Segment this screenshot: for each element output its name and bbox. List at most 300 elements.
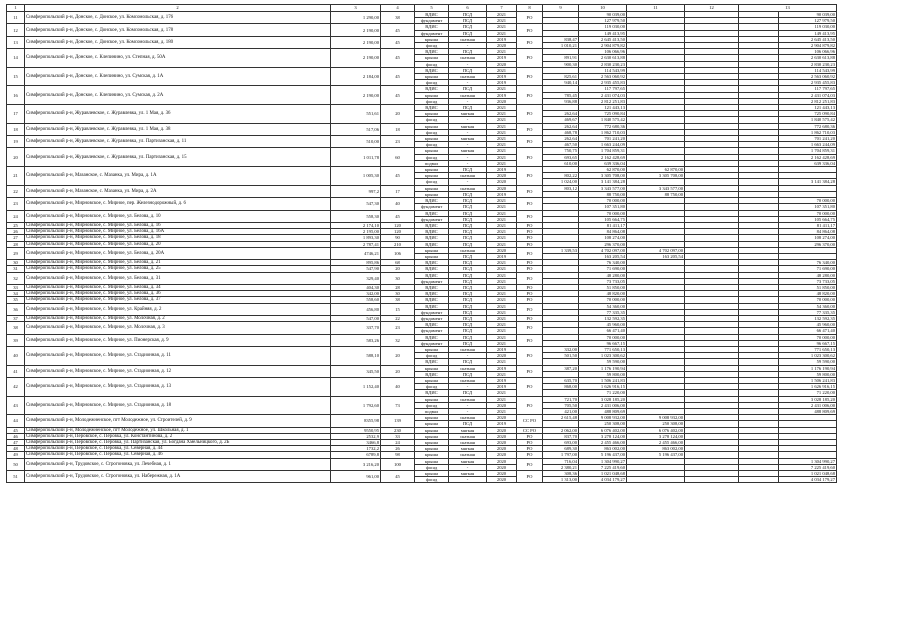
fund-total: 771 650,13 <box>779 346 837 352</box>
work-type: ВДИС <box>415 12 449 18</box>
row-residents: 24 <box>381 440 415 446</box>
row-program: РО <box>517 185 543 197</box>
row-area: 4746,21 <box>331 247 381 259</box>
work-type: ВДИС <box>415 260 449 266</box>
work-cost: 3 343 577,00 <box>579 185 627 191</box>
row-area: 547,30 <box>331 198 381 210</box>
work-cost: 70 000,00 <box>579 198 627 204</box>
work-volume: 467,50 <box>543 142 579 148</box>
work-year: 2021 <box>487 117 517 123</box>
work-kind: мягкая <box>449 111 487 117</box>
row-address: Симферопольский р-н, Мирновское, с. Мирное, ул. Стадионная, д. 11 <box>25 346 331 365</box>
fund-total: 1 021 048,68 <box>779 471 837 477</box>
work-kind: ПСД <box>449 24 487 30</box>
fund-total: 51 850,00 <box>779 284 837 290</box>
work-cost: 2 563 060,92 <box>579 74 627 80</box>
fund-total: 70 000,00 <box>779 210 837 216</box>
work-kind: - <box>449 409 487 415</box>
work-kind: скатная <box>449 247 487 253</box>
work-cost: 59 800,00 <box>579 371 627 377</box>
row-number: 32 <box>7 272 25 284</box>
fund-regional: 62 870,00 <box>627 167 685 173</box>
row-residents: 100 <box>381 458 415 470</box>
row-number: 50 <box>7 458 25 470</box>
work-year: 2021 <box>487 67 517 73</box>
work-kind: - <box>449 117 487 123</box>
work-year: 2020 <box>487 477 517 483</box>
work-type: крыша <box>415 458 449 464</box>
fund-total: 121 443,13 <box>779 105 837 111</box>
row-residents: 20 <box>381 105 415 124</box>
work-kind: - <box>449 61 487 67</box>
fund-total: 3 028 185,20 <box>779 396 837 402</box>
work-kind: ПСД <box>449 309 487 315</box>
work-kind: скатная <box>449 415 487 421</box>
work-volume: 468,78 <box>543 129 579 135</box>
row-area: 6789,8 <box>331 452 381 458</box>
work-kind: - <box>449 353 487 359</box>
work-volume: 936,88 <box>543 98 579 104</box>
work-type: ВДИС <box>415 359 449 365</box>
work-year: 2019 <box>487 36 517 42</box>
fund-total: 114 543,99 <box>779 67 837 73</box>
work-type: крыша <box>415 346 449 352</box>
work-type: крыша <box>415 427 449 433</box>
row-residents: 15 <box>381 303 415 315</box>
row-area: 337,70 <box>331 322 381 334</box>
fund-total: 1 663 244,09 <box>779 142 837 148</box>
row-residents: 18 <box>381 123 415 135</box>
work-volume: 421,00 <box>543 409 579 415</box>
row-program: РО <box>517 86 543 105</box>
work-year: 2021 <box>487 142 517 148</box>
row-number: 35 <box>7 297 25 303</box>
fund-total: 1 304 990,27 <box>779 458 837 464</box>
fund-total: 73 733,05 <box>779 278 837 284</box>
work-cost: 701 241,20 <box>579 136 627 142</box>
work-kind: ПСД <box>449 266 487 272</box>
row-program: РО <box>517 471 543 483</box>
work-year: 2021 <box>487 359 517 365</box>
work-year: 2020 <box>487 471 517 477</box>
header-cell: 3 <box>331 5 381 12</box>
work-cost: 488 809,69 <box>579 409 627 415</box>
work-kind: - <box>449 402 487 408</box>
row-residents: 45 <box>381 471 415 483</box>
row-residents: 20 <box>381 266 415 272</box>
work-year: 2021 <box>487 30 517 36</box>
fund-total: 66 471,40 <box>779 328 837 334</box>
fund-total: 59 800,00 <box>779 371 837 377</box>
work-kind: ПСД <box>449 334 487 340</box>
row-program: РО <box>517 148 543 167</box>
work-cost: 149 413,95 <box>579 30 627 36</box>
work-year: 2019 <box>487 365 517 371</box>
work-type: крыша <box>415 191 449 197</box>
work-cost: 2 645 413,50 <box>579 36 627 42</box>
work-kind: ПСД <box>449 297 487 303</box>
work-type: ВДИС <box>415 284 449 290</box>
work-type: фасад <box>415 61 449 67</box>
row-number: 27 <box>7 235 25 241</box>
row-residents: 45 <box>381 36 415 48</box>
work-cost: 5 196 437,00 <box>579 452 627 458</box>
work-kind: скатная <box>449 365 487 371</box>
row-number: 36 <box>7 303 25 315</box>
work-year: 2019 <box>487 80 517 86</box>
fund-regional: 88 750,00 <box>627 191 685 197</box>
work-type: крыша <box>415 55 449 61</box>
work-year: 2020 <box>487 43 517 49</box>
fund-regional: 163 205,54 <box>627 253 685 259</box>
work-type: фасад <box>415 129 449 135</box>
work-cost: 70 000,00 <box>579 334 627 340</box>
work-year: 2021 <box>487 235 517 241</box>
work-year: 2021 <box>487 272 517 278</box>
row-area: 547,90 <box>331 266 381 272</box>
work-volume: 940,14 <box>543 80 579 86</box>
work-kind: - <box>449 477 487 483</box>
work-year: 2019 <box>487 167 517 173</box>
row-number: 42 <box>7 377 25 396</box>
row-area: 2 184,00 <box>331 67 381 86</box>
row-program: СС РО <box>517 415 543 427</box>
work-type: крыша <box>415 136 449 142</box>
work-type: ВДИС <box>415 86 449 92</box>
work-cost: 1 704 859,31 <box>579 148 627 154</box>
row-program: РО <box>517 458 543 470</box>
header-cell: 1 <box>7 5 25 12</box>
work-cost: 2 162 428,69 <box>579 154 627 160</box>
work-kind: мягкая <box>449 148 487 154</box>
fund-total: 132 592,35 <box>779 315 837 321</box>
work-type: ВДИС <box>415 390 449 396</box>
row-area: 2 787,41 <box>331 241 381 247</box>
work-kind: мягкая <box>449 446 487 452</box>
row-address: Симферопольский р-н, Мазанское, с. Мазанка, ул. Мира, д. 2А <box>25 185 331 197</box>
row-area: 1 893,30 <box>331 235 381 241</box>
row-program: РО <box>517 12 543 24</box>
work-kind: мягкая <box>449 458 487 464</box>
work-cost: 2 431 006,00 <box>579 402 627 408</box>
work-cost: 3 141 384,28 <box>579 179 627 185</box>
work-type: ВДИС <box>415 24 449 30</box>
fund-total: 2 630 613,88 <box>779 55 837 61</box>
row-area: 2 190,00 <box>331 24 381 36</box>
work-type: ВДИС <box>415 229 449 235</box>
work-cost: 9 008 932,00 <box>579 415 627 421</box>
row-address: Симферопольский р-н, Мирновское, с. Мирное, ул. Молочная, д. 2 <box>25 315 331 321</box>
row-address: Симферопольский р-н, Перовское, с. Перовка, ул. Северная, д. 44 <box>25 446 331 452</box>
fund-total: 2 645 413,50 <box>779 36 837 42</box>
row-number: 34 <box>7 291 25 297</box>
work-type: ВДИС <box>415 222 449 228</box>
work-kind: скатная <box>449 92 487 98</box>
work-kind: ПСД <box>449 421 487 427</box>
work-volume: 705,50 <box>543 402 579 408</box>
work-cost: 2 812 251,83 <box>579 98 627 104</box>
row-residents: 40 <box>381 198 415 210</box>
work-year: 2020 <box>487 446 517 452</box>
row-address: Симферопольский р-н, Мирновское, с. Мирное, ул. Стадионная, д. 13 <box>25 377 331 396</box>
work-kind: - <box>449 154 487 160</box>
work-kind: - <box>449 160 487 166</box>
fund-total: 70 000,00 <box>779 334 837 340</box>
row-residents: 23 <box>381 136 415 148</box>
work-year: 2020 <box>487 452 517 458</box>
row-number: 11 <box>7 12 25 24</box>
work-type: крыша <box>415 92 449 98</box>
row-residents: 139 <box>381 415 415 427</box>
work-cost: 771 650,13 <box>579 346 627 352</box>
work-year: 2021 <box>487 328 517 334</box>
work-kind: ПСД <box>449 86 487 92</box>
row-residents: 33 <box>381 433 415 439</box>
work-volume: 802,22 <box>543 173 579 179</box>
work-cost: 66 471,40 <box>579 328 627 334</box>
row-area: 1 152,40 <box>331 377 381 396</box>
row-area: 510,00 <box>331 136 381 148</box>
work-year: 2021 <box>487 340 517 346</box>
work-year: 2020 <box>487 440 517 446</box>
work-year: 2020 <box>487 415 517 421</box>
work-cost: 1 840 575,42 <box>579 117 627 123</box>
row-number: 39 <box>7 334 25 346</box>
row-address: Симферопольский р-н, Журавлевское, с. Журавлевка, ул. Партизанская, д. 15 <box>25 148 331 167</box>
work-year: 2020 <box>487 98 517 104</box>
row-number: 20 <box>7 148 25 167</box>
work-year: 2020 <box>487 173 517 179</box>
work-type: крыша <box>415 185 449 191</box>
work-volume: 825,61 <box>543 74 579 80</box>
work-year: 2019 <box>487 74 517 80</box>
work-type: крыша <box>415 433 449 439</box>
row-residents: 23 <box>381 322 415 334</box>
row-area: 961,00 <box>331 471 381 483</box>
work-volume: 2 062,00 <box>543 427 579 433</box>
work-volume: 2 380,21 <box>543 464 579 470</box>
work-volume: 785,45 <box>543 92 579 98</box>
row-residents: 38 <box>381 12 415 24</box>
work-kind: скатная <box>449 440 487 446</box>
fund-other <box>739 477 779 483</box>
work-type: крыша <box>415 377 449 383</box>
row-number: 26 <box>7 229 25 235</box>
row-program: РО <box>517 24 543 36</box>
work-cost: 772 680,36 <box>579 123 627 129</box>
row-number: 12 <box>7 24 25 36</box>
work-cost: 117 797,65 <box>579 86 627 92</box>
row-program: РО <box>517 260 543 266</box>
fund-total: 77 335,35 <box>779 309 837 315</box>
work-volume: 262,64 <box>543 111 579 117</box>
row-address: Симферопольский р-н, Мирновское, с. Мирное, ул. Белова, д. 37 <box>25 297 331 303</box>
row-address: Симферопольский р-н, Донское, с. Клепинино, ул. Сумская, д. 1А <box>25 67 331 86</box>
work-volume: 469,67 <box>543 117 579 123</box>
row-residents: 28 <box>381 284 415 290</box>
row-address: Симферопольский р-н, Мазанское, с. Мазанка, ул. Мира, д. 1А <box>25 167 331 186</box>
row-address: Симферопольский р-н, Мирновское, с. Мирное, ул. Белова, д. 31 <box>25 272 331 284</box>
row-area: 1 290,00 <box>331 12 381 24</box>
work-kind: ПСД <box>449 303 487 309</box>
fund-total: 1 506 241,83 <box>779 377 837 383</box>
work-cost: 1 304 990,27 <box>579 458 627 464</box>
work-cost: 48 280,00 <box>579 272 627 278</box>
work-year: 2019 <box>487 346 517 352</box>
fund-total: 105 664,75 <box>779 216 837 222</box>
work-year: 2021 <box>487 322 517 328</box>
work-cost: 2 630 613,88 <box>579 55 627 61</box>
row-address: Симферопольский р-н, Трудовское, с. Строгоновка, ул. Лечебная, д. 1 <box>25 458 331 470</box>
work-year: 2021 <box>487 198 517 204</box>
work-year: 2021 <box>487 309 517 315</box>
work-cost: 2 935 455,83 <box>579 80 627 86</box>
row-program: РО <box>517 67 543 86</box>
row-residents: 120 <box>381 229 415 235</box>
work-kind: скатная <box>449 377 487 383</box>
row-program: РО <box>517 284 543 290</box>
row-program: РО <box>517 334 543 346</box>
row-address: Симферопольский р-н, Мирновское, с. Мирное, ул. Белова, д. 16А <box>25 229 331 235</box>
work-cost: 107 351,80 <box>579 204 627 210</box>
fund-total: 59 590,00 <box>779 359 837 365</box>
work-kind: скатная <box>449 346 487 352</box>
work-type: фасад <box>415 179 449 185</box>
row-area: 3466,8 <box>331 440 381 446</box>
row-address: Симферопольский р-н, Мирновское, с. Мирное, ул. Белова, д. 20 <box>25 241 331 247</box>
fund-total: 96 667,15 <box>779 340 837 346</box>
work-kind: ПСД <box>449 371 487 377</box>
fund-regional: 863 002,00 <box>627 446 685 452</box>
work-cost: 106 066,96 <box>579 49 627 55</box>
work-type: крыша <box>415 173 449 179</box>
work-volume: 635,70 <box>543 377 579 383</box>
header-cell: 13 <box>739 5 837 12</box>
fund-regional: 4 702 097,00 <box>627 247 685 253</box>
row-residents: 30 <box>381 291 415 297</box>
program-table-sheet <box>6 4 836 483</box>
fund-total: 108 274,00 <box>779 235 837 241</box>
work-year: 2021 <box>487 409 517 415</box>
work-kind: мягкая <box>449 136 487 142</box>
fund-total: 107 351,80 <box>779 204 837 210</box>
work-type: ВДИС <box>415 371 449 377</box>
row-number: 21 <box>7 167 25 186</box>
work-type: крыша <box>415 253 449 259</box>
row-program: РО <box>517 446 543 452</box>
work-cost: 1 506 241,83 <box>579 377 627 383</box>
work-year: 2021 <box>487 396 517 402</box>
work-type: фасад <box>415 477 449 483</box>
work-year: 2021 <box>487 210 517 216</box>
fund-total: 296 370,00 <box>779 241 837 247</box>
work-kind: ПСД <box>449 241 487 247</box>
work-year: 2021 <box>487 222 517 228</box>
row-address: Симферопольский р-н, Мирновское, с. Мирное, ул. Белова, д. 25 <box>25 266 331 272</box>
work-type: крыша <box>415 365 449 371</box>
work-kind: ПСД <box>449 204 487 210</box>
work-type: фасад <box>415 80 449 86</box>
work-kind: ПСД <box>449 210 487 216</box>
header-cell: 8 <box>517 5 543 12</box>
row-area: 345,50 <box>331 365 381 377</box>
work-cost: 163 205,54 <box>579 253 627 259</box>
work-type: ВДИС <box>415 198 449 204</box>
work-kind: - <box>449 43 487 49</box>
row-program: РО <box>517 322 543 334</box>
work-type: фасад <box>415 464 449 470</box>
work-kind: мягкая <box>449 427 487 433</box>
row-residents: 22 <box>381 315 415 321</box>
work-volume: 750,75 <box>543 148 579 154</box>
work-volume: 837,70 <box>543 433 579 439</box>
work-type: фасад <box>415 384 449 390</box>
row-address: Симферопольский р-н, Молодежненское, пгт Молодежное, ул. Школьная, д. 1 <box>25 427 331 433</box>
row-program: СС РО <box>517 427 543 433</box>
row-number: 44 <box>7 415 25 427</box>
work-cost: 2 904 879,82 <box>579 43 627 49</box>
work-kind: скатная <box>449 173 487 179</box>
fund-total: 4 034 179,27 <box>779 477 837 483</box>
row-address: Симферопольский р-н, Мирновское, с. Мирное, ул. Белова, д. 16 <box>25 222 331 228</box>
row-area: 547,00 <box>331 315 381 321</box>
row-number: 37 <box>7 315 25 321</box>
work-cost: 3 305 708,00 <box>579 173 627 179</box>
row-number: 46 <box>7 433 25 439</box>
fund-total: 2 904 879,82 <box>779 43 837 49</box>
work-type: фундамент <box>415 340 449 346</box>
fund-total: 70 000,00 <box>779 297 837 303</box>
work-cost: 2 830 230,23 <box>579 61 627 67</box>
work-cost: 77 335,35 <box>579 309 627 315</box>
row-number: 30 <box>7 260 25 266</box>
fund-total: 127 979,50 <box>779 18 837 24</box>
fund-total: 45 960,00 <box>779 322 837 328</box>
row-area: 551,61 <box>331 105 381 124</box>
fund-regional: 9 008 932,00 <box>627 415 685 421</box>
header-cell: 10 <box>579 5 627 12</box>
fund-total: 71 690,00 <box>779 266 837 272</box>
work-kind: ПСД <box>449 12 487 18</box>
work-type: ВДИС <box>415 297 449 303</box>
row-program: РО <box>517 433 543 439</box>
work-cost: 121 443,13 <box>579 105 627 111</box>
work-year: 2021 <box>487 315 517 321</box>
row-number: 25 <box>7 222 25 228</box>
row-number: 31 <box>7 266 25 272</box>
row-area: 558,60 <box>331 297 381 303</box>
work-kind: скатная <box>449 433 487 439</box>
work-cost: 76 340,00 <box>579 260 627 266</box>
work-kind: скатная <box>449 36 487 42</box>
row-address: Симферопольский р-н, Журавлевское, с. Журавлевка, ул. 1 Мая, д. 36 <box>25 105 331 124</box>
row-program: РО <box>517 123 543 135</box>
fund-total: 70 000,00 <box>779 198 837 204</box>
work-year: 2021 <box>487 136 517 142</box>
work-type: крыша <box>415 247 449 253</box>
work-volume: 1 010,21 <box>543 43 579 49</box>
work-kind: ПСД <box>449 260 487 266</box>
work-type: ВДИС <box>415 241 449 247</box>
fund-total: 71 220,00 <box>779 390 837 396</box>
row-number: 15 <box>7 67 25 86</box>
work-kind: ПСД <box>449 322 487 328</box>
work-cost: 1 862 710,03 <box>579 129 627 135</box>
work-volume: 1 797,00 <box>543 452 579 458</box>
row-program: РО <box>517 222 543 228</box>
row-residents: 45 <box>381 24 415 36</box>
work-cost: 2 455 466,00 <box>579 440 627 446</box>
